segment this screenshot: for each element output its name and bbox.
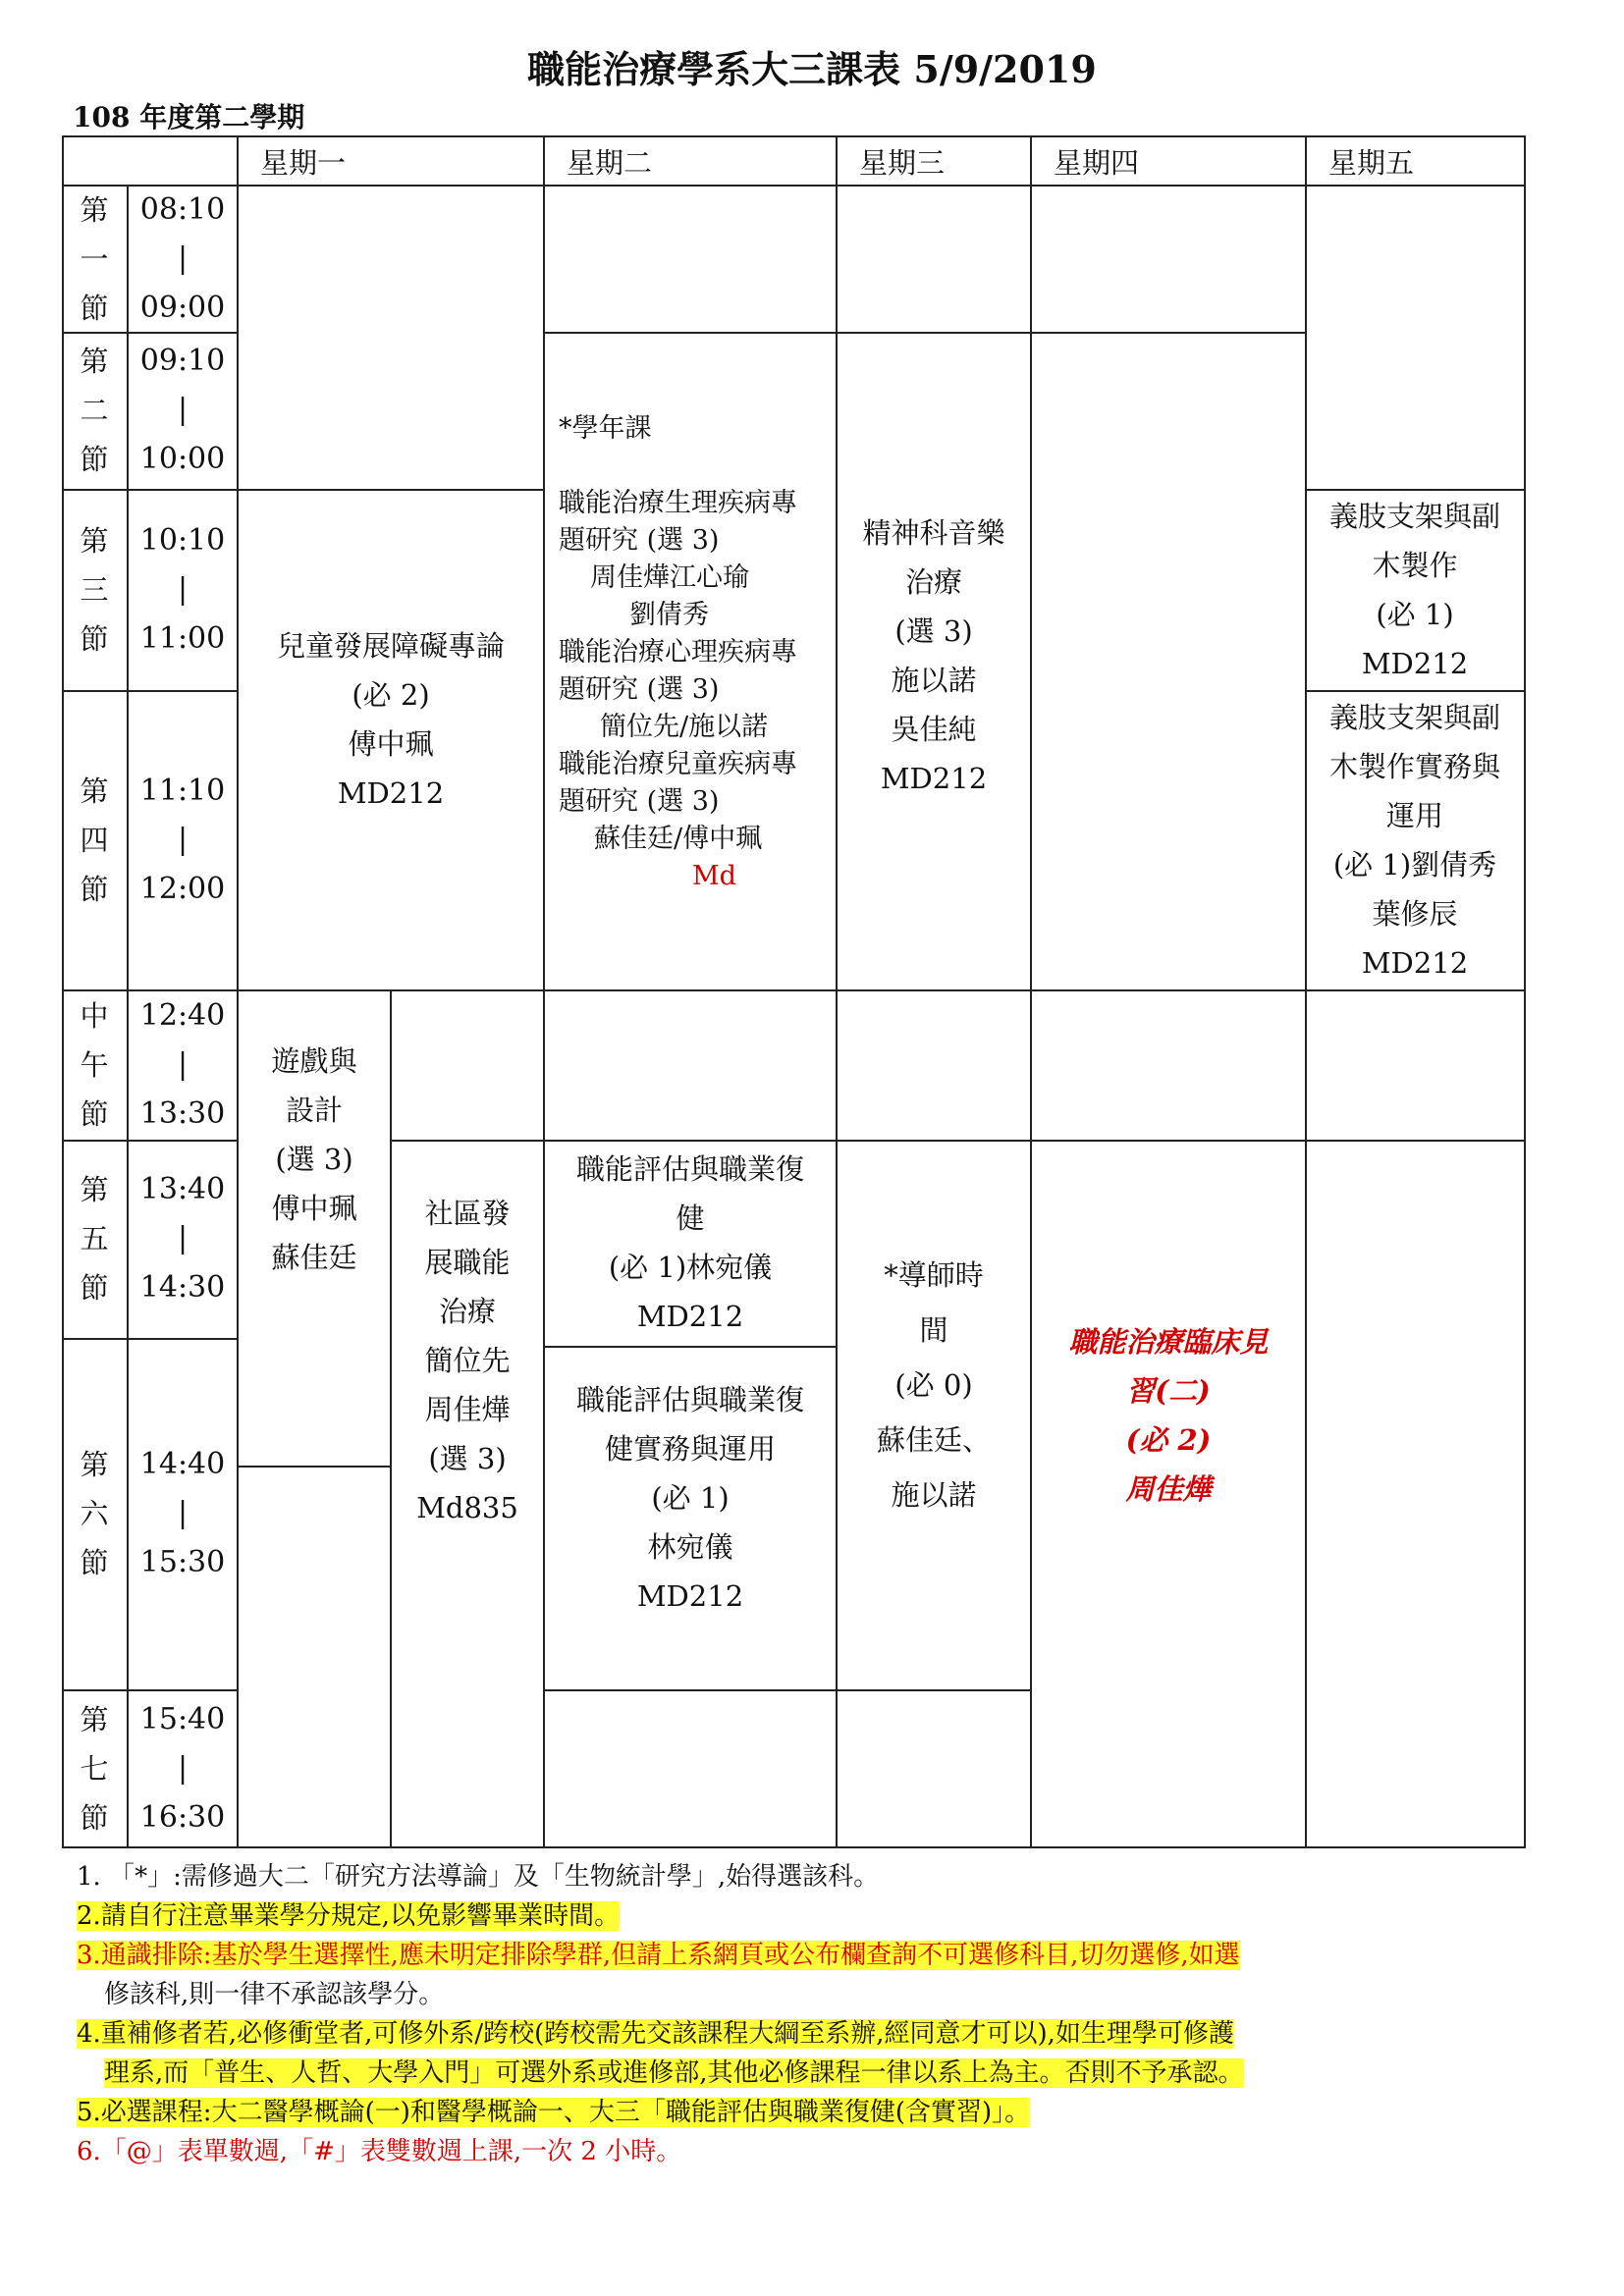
- course-line: *導師時: [884, 1258, 984, 1292]
- grid-line: [1030, 989, 1305, 991]
- period-char: 四: [80, 823, 109, 857]
- period-time: [129, 489, 237, 690]
- course-line: 職能治療兒童疾病專: [559, 749, 797, 779]
- semester-label: 108 年度第二學期: [73, 101, 305, 133]
- grid-line: [543, 135, 545, 1848]
- period-number: [62, 187, 127, 332]
- course-line: MD212: [1361, 945, 1469, 980]
- grid-line: [237, 1466, 390, 1468]
- course-line: 治療: [438, 1295, 496, 1328]
- time-part: |: [177, 1221, 189, 1255]
- course-line: MD212: [636, 1579, 744, 1613]
- course-line: 義肢支架與副: [1328, 499, 1500, 533]
- course-line: MD212: [337, 776, 445, 810]
- course-line: (必 1)林宛儀: [608, 1251, 773, 1284]
- course-music-therapy: [838, 381, 1030, 989]
- course-line: (必 1)劉倩秀: [1332, 847, 1497, 881]
- grid-line: [237, 489, 543, 491]
- period-time: [129, 690, 237, 989]
- course-line: 簡位先/施以諾: [600, 712, 769, 742]
- course-line: 林宛儀: [647, 1530, 733, 1564]
- grid-line: [62, 989, 237, 991]
- grid-line: [62, 135, 64, 1848]
- grid-line: [1030, 332, 1305, 334]
- grid-line: [237, 135, 239, 1848]
- course-line: 習(二): [1126, 1374, 1211, 1408]
- course-prosthetics-splint: [1307, 489, 1523, 690]
- period-char: 第: [80, 345, 109, 378]
- course-line: 職能治療生理疾病專: [559, 488, 797, 518]
- course-line: 周佳燁: [1125, 1472, 1212, 1506]
- course-year-long-topics: [545, 381, 836, 989]
- note-text: 6.「@」表單數週,「#」表雙數週上課,一次 2 小時。: [77, 2137, 682, 2166]
- course-prosthetics-practice: [1307, 690, 1523, 989]
- course-line: 運用: [1385, 798, 1443, 832]
- period-char: 三: [80, 572, 109, 607]
- note-text: 5.必選課程:大二醫學概論(一)和醫學概論一、大三「職能評估與職業復健(含實習)」。: [77, 2098, 1031, 2127]
- course-line: (必 1): [651, 1481, 730, 1515]
- course-line: 題研究 (選 3): [559, 786, 720, 817]
- course-line: 題研究 (選 3): [559, 525, 720, 556]
- period-char: 第: [80, 1448, 109, 1481]
- time-part: 10:00: [139, 442, 226, 476]
- period-char: 第: [80, 1173, 109, 1206]
- course-line: (選 3): [894, 614, 973, 648]
- time-part: 15:40: [139, 1702, 226, 1736]
- note-text: 理系,而「普生、人哲、大學入門」可選外系或進修部,其他必修課程一律以系上為主。否則不予承認。: [104, 2058, 1244, 2088]
- time-part: 11:10: [139, 773, 226, 808]
- course-mentor-time: [838, 1140, 1030, 1689]
- course-line: 簡位先: [424, 1344, 511, 1377]
- grid-line: [62, 1689, 237, 1691]
- course-line: 傅中珮: [271, 1191, 357, 1225]
- time-part: 13:40: [139, 1172, 226, 1206]
- course-line: 展職能: [424, 1246, 511, 1279]
- course-line: 蘇佳廷/傅中珮: [594, 824, 763, 854]
- grid-line: [543, 989, 836, 991]
- period-number: [62, 332, 127, 489]
- time-part: |: [177, 1751, 189, 1786]
- note-2: [77, 1896, 1569, 1936]
- grid-line: [1305, 489, 1524, 491]
- grid-line: [390, 989, 392, 1848]
- course-line: 社區發: [424, 1197, 511, 1230]
- period-time: [129, 187, 237, 332]
- grid-line: [1305, 135, 1307, 1848]
- course-line: 蘇佳廷、: [876, 1423, 991, 1457]
- course-line: 治療: [904, 565, 962, 599]
- period-char: 午: [80, 1047, 109, 1082]
- page-title: 職能治療學系大三課表 5/9/2019: [527, 47, 1097, 91]
- period-char: 第: [80, 774, 109, 808]
- grid-line: [836, 332, 1030, 334]
- time-part: |: [177, 822, 189, 857]
- period-char: 二: [80, 394, 109, 427]
- course-line: MD212: [636, 1300, 744, 1333]
- time-part: 15:30: [139, 1545, 226, 1579]
- grid-line: [543, 1346, 836, 1348]
- course-line: 職能治療心理疾病專: [559, 637, 797, 667]
- course-line: 施以諾: [891, 1478, 977, 1512]
- time-part: 16:30: [139, 1800, 226, 1835]
- course-line: 兒童發展障礙專論: [276, 629, 505, 663]
- course-line: 劉倩秀: [629, 600, 709, 630]
- course-line: 傅中珮: [348, 727, 434, 761]
- period-number: [62, 489, 127, 690]
- period-time: [129, 1140, 237, 1338]
- course-line: 職能評估與職業復: [575, 1152, 804, 1186]
- grid-line: [836, 989, 1030, 991]
- grid-line: [1305, 1140, 1524, 1142]
- grid-line: [62, 1140, 237, 1142]
- period-time: [129, 1689, 237, 1848]
- time-part: 09:10: [139, 344, 226, 378]
- note-text: 2.請自行注意畢業學分規定,以免影響畢業時間。: [77, 1901, 621, 1931]
- period-number: [62, 690, 127, 989]
- period-char: 七: [80, 1752, 109, 1786]
- period-char: 五: [80, 1222, 109, 1255]
- course-line: 義肢支架與副: [1328, 700, 1500, 734]
- day-header-wed: 星期三: [859, 145, 946, 180]
- time-part: 14:30: [139, 1270, 226, 1305]
- note-5: [77, 2093, 1569, 2132]
- period-char: 六: [80, 1497, 109, 1530]
- note-text: 3.通識排除:基於學生選擇性,應未明定排除學群,但請上系網頁或公布欄查詢不可選修科目,切勿選修,如選: [77, 1941, 1240, 1970]
- period-char: 第: [80, 193, 109, 227]
- time-part: |: [177, 393, 189, 427]
- time-part: 13:30: [139, 1095, 226, 1131]
- course-line: (必 0): [894, 1368, 973, 1402]
- time-part: |: [177, 571, 189, 607]
- time-part: 14:40: [139, 1447, 226, 1481]
- period-number: [62, 1140, 127, 1338]
- note-text: 1. 「*」:需修過大二「研究方法導論」及「生物統計學」,始得選該科。: [77, 1862, 880, 1892]
- period-char: 中: [80, 998, 109, 1033]
- day-header-tue: 星期二: [567, 145, 653, 180]
- course-line: *學年課: [559, 413, 652, 444]
- course-line: (必 1): [1376, 597, 1454, 631]
- grid-line: [1305, 989, 1524, 991]
- period-time: [129, 332, 237, 489]
- notes-section: [77, 1857, 1569, 2171]
- course-line: 設計: [285, 1093, 343, 1127]
- period-char: 節: [80, 1096, 109, 1131]
- note-6: [77, 2132, 1569, 2171]
- grid-line: [1305, 690, 1524, 692]
- time-part: 11:00: [139, 620, 226, 656]
- grid-line: [1030, 135, 1032, 1848]
- course-line: 吳佳純: [891, 713, 977, 746]
- course-game-design: [239, 989, 390, 1466]
- course-line: 周佳燁江心瑜: [590, 562, 749, 593]
- course-line: Md835: [416, 1491, 518, 1524]
- course-line: 周佳燁: [424, 1393, 511, 1426]
- grid-line: [1524, 135, 1526, 1848]
- grid-line: [836, 1140, 1030, 1142]
- period-char: 一: [80, 242, 109, 276]
- room-code: Md: [692, 861, 736, 891]
- course-vocational-eval: [545, 1140, 836, 1346]
- note-3-cont: [77, 1975, 1569, 2014]
- course-line: 職能治療臨床見: [1068, 1325, 1269, 1359]
- period-char: 第: [80, 523, 109, 558]
- day-header-fri: 星期五: [1328, 145, 1415, 180]
- course-line: MD212: [1361, 646, 1469, 680]
- period-char: 節: [80, 292, 109, 325]
- grid-line: [62, 690, 237, 692]
- time-part: |: [177, 241, 189, 276]
- period-char: 節: [80, 1801, 109, 1835]
- course-line: 間: [919, 1313, 948, 1347]
- course-line: 職能評估與職業復: [575, 1383, 804, 1416]
- grid-line: [836, 1689, 1030, 1691]
- grid-line: [62, 1338, 237, 1340]
- grid-line: [62, 489, 237, 491]
- grid-line: [836, 135, 838, 1848]
- time-part: |: [177, 1496, 189, 1530]
- course-line: 葉修辰: [1372, 896, 1458, 931]
- time-part: 09:00: [139, 291, 226, 325]
- course-line: 遊戲與: [271, 1043, 357, 1078]
- note-4-cont: [77, 2054, 1569, 2093]
- course-line: 健: [676, 1201, 705, 1235]
- grid-line: [543, 1140, 836, 1142]
- note-text: 修該科,則一律不承認該學分。: [104, 1980, 445, 2009]
- course-clinical-practicum: [1032, 1140, 1305, 1848]
- note-text: 4.重補修者若,必修衝堂者,可修外系/跨校(跨校需先交該課程大綱至系辦,經同意才可以),如生理學可修護: [77, 2019, 1234, 2049]
- course-line: (選 3): [275, 1142, 353, 1176]
- grid-line: [127, 187, 129, 1848]
- time-part: 12:40: [139, 997, 226, 1033]
- period-char: 第: [80, 1703, 109, 1736]
- course-line: 蘇佳廷: [271, 1240, 357, 1274]
- course-line: 題研究 (選 3): [559, 674, 720, 705]
- course-line: (必 2): [1125, 1423, 1212, 1457]
- period-char: 節: [80, 443, 109, 476]
- course-community-ot: [392, 1140, 543, 1689]
- period-char: 節: [80, 1546, 109, 1579]
- grid-line: [390, 1140, 543, 1142]
- course-line: 木製作實務與: [1328, 749, 1500, 783]
- time-part: 12:00: [139, 871, 226, 906]
- course-line: 木製作: [1372, 548, 1458, 582]
- time-part: |: [177, 1046, 189, 1082]
- period-char: 節: [80, 621, 109, 656]
- course-line: 精神科音樂: [862, 516, 1005, 550]
- note-1: [77, 1857, 1569, 1896]
- grid-line: [543, 332, 836, 334]
- note-3: [77, 1936, 1569, 1975]
- course-child-development: [239, 489, 543, 989]
- grid-line: [543, 1689, 836, 1691]
- period-char: 節: [80, 872, 109, 906]
- course-line: 健實務與運用: [604, 1432, 776, 1466]
- period-number: [62, 1689, 127, 1848]
- period-number: [62, 1338, 127, 1689]
- timetable: [62, 135, 1526, 1848]
- period-char: 節: [80, 1271, 109, 1305]
- day-header-thu: 星期四: [1054, 145, 1140, 180]
- course-vocational-practice: [545, 1346, 836, 1689]
- course-line: MD212: [880, 762, 988, 795]
- course-line: (必 2): [352, 678, 430, 712]
- period-time: [129, 1338, 237, 1689]
- period-number: [62, 989, 127, 1140]
- note-4: [77, 2014, 1569, 2054]
- period-time: [129, 989, 237, 1140]
- day-header-mon: 星期一: [260, 145, 347, 180]
- time-part: 08:10: [139, 192, 226, 227]
- grid-line: [62, 332, 237, 334]
- time-part: 10:10: [139, 522, 226, 558]
- grid-line: [1030, 1140, 1305, 1142]
- course-line: (選 3): [428, 1442, 507, 1475]
- course-line: 施以諾: [891, 664, 977, 697]
